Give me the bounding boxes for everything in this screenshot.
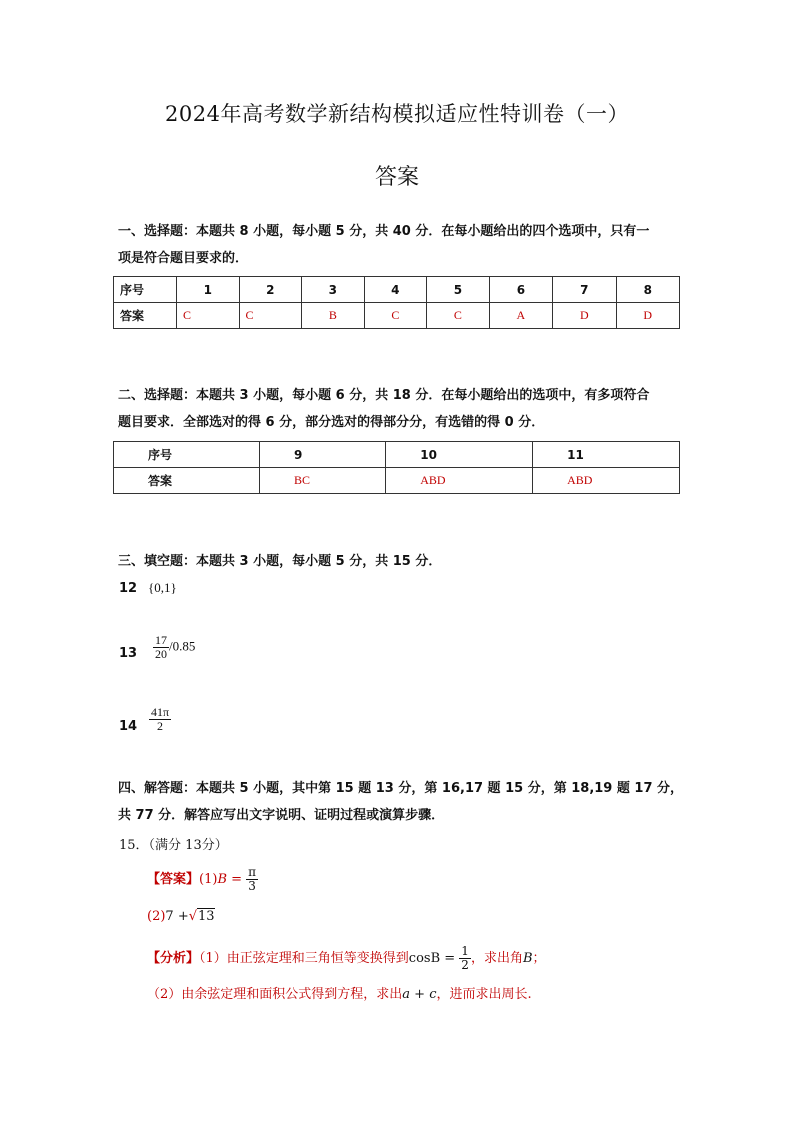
answer-cell: BC: [260, 468, 386, 494]
analysis-tag: 【分析】: [147, 951, 200, 967]
table-row-answers: [114, 303, 680, 329]
fraction-denominator: 2: [461, 958, 469, 973]
page-title: 2024年高考数学新结构模拟适应性特训卷（一）: [165, 102, 629, 126]
fraction-denominator: 2: [157, 719, 164, 734]
question-14-answer: [149, 706, 171, 733]
analysis-expression: a + c: [402, 987, 437, 1002]
analysis-line-1: [147, 945, 546, 972]
answer-cell: D: [553, 303, 616, 329]
analysis-text: ，求出角: [470, 951, 523, 967]
answer-line-2: (2)7 +√13: [147, 909, 215, 924]
section1-answer-table: [113, 276, 680, 329]
fraction-denominator: 3: [248, 879, 256, 894]
answer-expression: 7 +: [165, 909, 189, 924]
answer-tag: 【答案】: [147, 872, 200, 888]
answer-cell: ABD: [386, 468, 533, 494]
answer-cell: C: [364, 303, 427, 329]
answer-line-1: [147, 866, 258, 893]
section2-heading: [118, 382, 683, 436]
section1-heading: [118, 218, 683, 272]
analysis-text-end: ；: [532, 951, 546, 967]
section4-heading-line2: 共 77 分．解答应写出文字说明、证明过程或演算步骤．: [118, 808, 445, 823]
row-label-answer: 答案: [114, 468, 260, 494]
question-12-number: 12: [119, 581, 138, 596]
answer-cell: D: [616, 303, 679, 329]
question-number: 1: [177, 277, 240, 303]
question-number: 2: [239, 277, 302, 303]
question-12-answer: {0,1}: [148, 580, 177, 595]
row-label-number: 序号: [114, 442, 260, 468]
analysis-variable: B: [522, 951, 533, 967]
question-number: 8: [616, 277, 679, 303]
question-number: 5: [427, 277, 490, 303]
table-row-numbers: [114, 277, 680, 303]
question-15-title: 15．（满分 13分）: [119, 838, 228, 853]
question-number: 9: [260, 442, 386, 468]
analysis-text: （2）由余弦定理和面积公式得到方程，求出: [147, 987, 403, 1002]
section2-heading-line1: 二、选择题：本题共 3 小题，每小题 6 分，共 18 分．在每小题给出的选项中，有多项符合: [118, 388, 650, 403]
answer-part-label: (2): [147, 909, 166, 924]
section2-answer-table: [113, 441, 680, 494]
fraction: [459, 945, 471, 972]
fraction: [246, 866, 258, 893]
section3-heading: 三、填空题：本题共 3 小题，每小题 5 分，共 15 分．: [118, 554, 442, 569]
row-label-answer: 答案: [114, 303, 177, 329]
fraction: [149, 706, 171, 733]
answer-cell: ABD: [533, 468, 680, 494]
analysis-expression: cosB =: [408, 951, 456, 967]
fraction-numerator: 17: [155, 633, 167, 647]
answer-cell: A: [489, 303, 552, 329]
fraction-numerator: 41π: [151, 705, 170, 719]
section1-heading-line1: 一、选择题：本题共 8 小题，每小题 5 分，共 40 分．在每小题给出的四个选项中，只有一: [118, 224, 650, 239]
answer-cell: C: [427, 303, 490, 329]
question-14-number: 14: [119, 719, 138, 734]
answer-cell: C: [239, 303, 302, 329]
fraction: [153, 634, 169, 661]
question-number: 3: [302, 277, 365, 303]
question-number: 10: [386, 442, 533, 468]
sqrt-radicand: 13: [198, 909, 215, 924]
answer-cell: C: [177, 303, 240, 329]
question-13-answer: [153, 634, 195, 661]
analysis-text: （1）由正弦定理和三角恒等变换得到: [199, 951, 409, 967]
fraction-numerator: 1: [461, 944, 469, 958]
section1-heading-line2: 项是符合题目要求的．: [118, 251, 249, 266]
section4-heading: [118, 775, 683, 829]
question-number: 6: [489, 277, 552, 303]
fraction-denominator: 20: [155, 647, 167, 662]
answer-cell: B: [302, 303, 365, 329]
fraction-numerator: π: [248, 865, 257, 879]
section4-heading-line1: 四、解答题：本题共 5 小题，其中第 15 题 13 分，第 16,17 题 15 分，第 18,19 题 17 分，: [118, 781, 684, 796]
section2-heading-line2: 题目要求．全部选对的得 6 分，部分选对的得部分分，有选错的得 0 分．: [118, 415, 545, 430]
page-subtitle: 答案: [374, 165, 419, 190]
answer-part-label: (1): [199, 872, 218, 888]
row-label-number: 序号: [114, 277, 177, 303]
question-13-number: 13: [119, 646, 138, 661]
question-number: 4: [364, 277, 427, 303]
question-number: 7: [553, 277, 616, 303]
analysis-text: ，进而求出周长.: [436, 987, 532, 1002]
answer-alt: /0.85: [169, 638, 196, 654]
answer-expression: B =: [217, 872, 243, 888]
table-row-numbers: [114, 442, 680, 468]
question-number: 11: [533, 442, 680, 468]
analysis-line-2: [147, 983, 532, 1002]
table-row-answers: [114, 468, 680, 494]
